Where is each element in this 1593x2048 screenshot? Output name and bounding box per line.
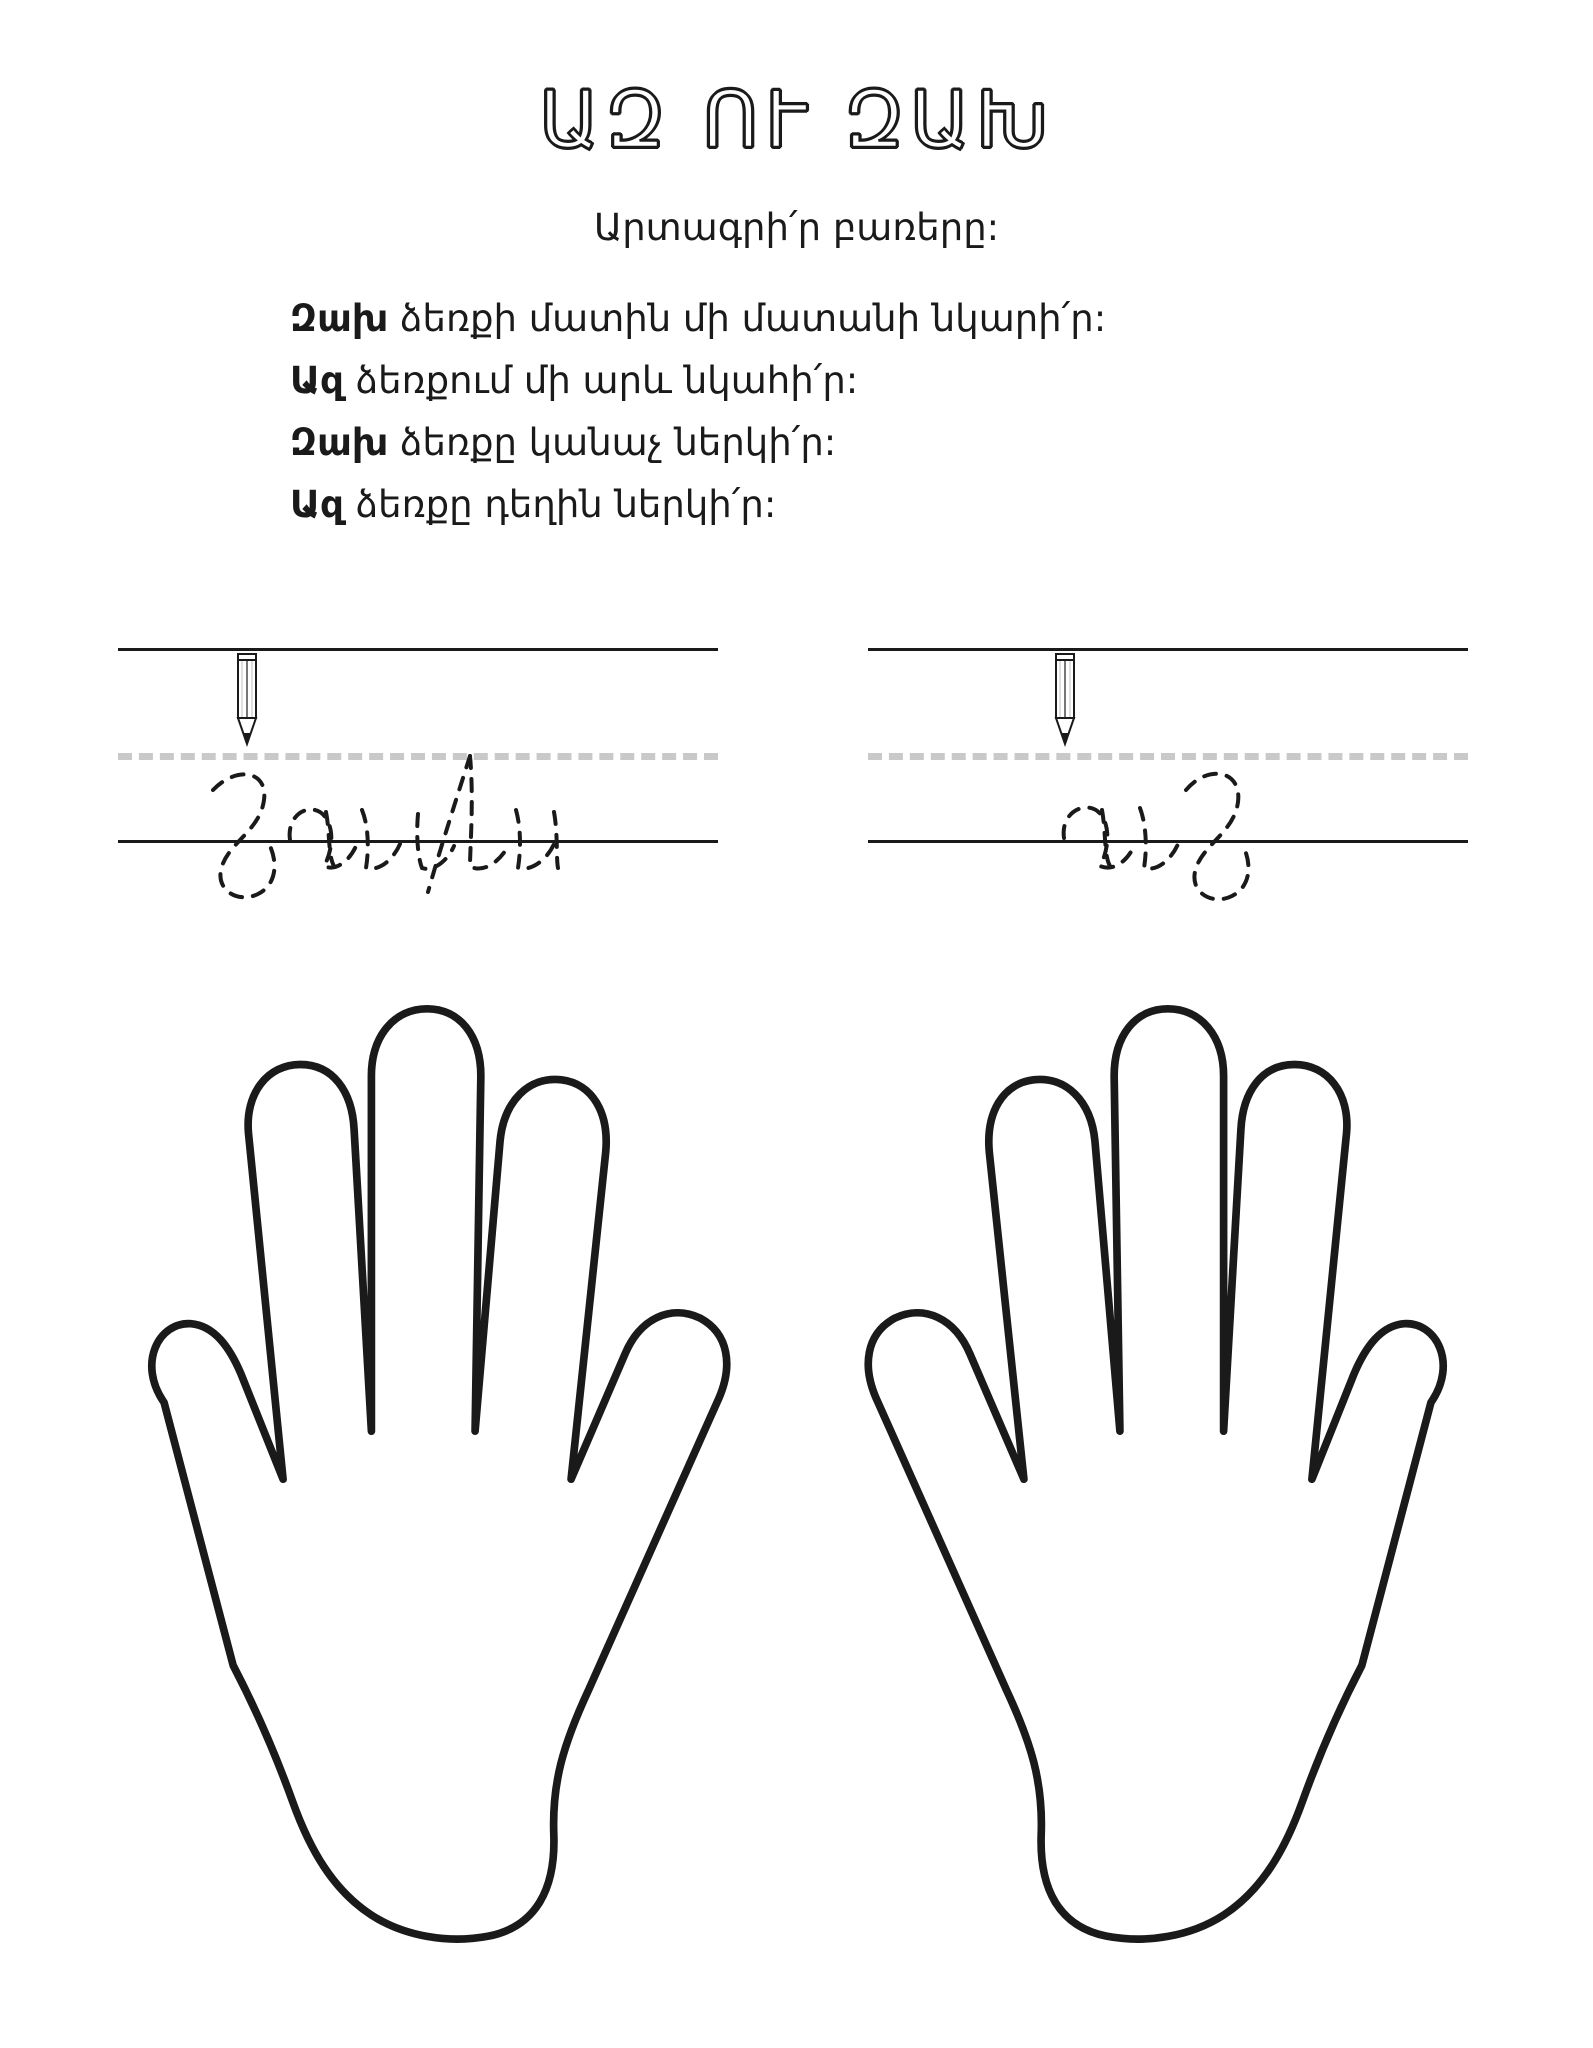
instruction-text: ձեռքում մի արև նկահի՛ր: <box>343 359 859 402</box>
subtitle: Արտագրի՛ր բառերը: <box>593 206 1000 249</box>
left-hand-outline <box>95 1000 795 2010</box>
instruction-keyword: Ազ <box>290 359 344 402</box>
instruction-text: ձեռքի մատին մի մատանի նկարի՛ր: <box>388 297 1107 340</box>
trace-word-left <box>118 660 718 920</box>
pencil-icon <box>230 652 264 752</box>
guideline-top <box>118 648 718 651</box>
hand-outlines <box>0 1000 1593 2010</box>
trace-word-right <box>868 660 1468 920</box>
guideline-top <box>868 648 1468 651</box>
tracing-box-right[interactable] <box>868 620 1468 950</box>
guideline-bottom <box>868 840 1468 843</box>
page-title: ԱԶ ՈՒ ԶԱԽ <box>539 76 1054 166</box>
instruction-list <box>290 288 1390 536</box>
instruction-item <box>290 474 1390 536</box>
tracing-box-left[interactable] <box>118 620 718 950</box>
instruction-item <box>290 350 1390 412</box>
instruction-text: ձեռքը կանաչ ներկի՛ր: <box>388 421 837 464</box>
instruction-item <box>290 412 1390 474</box>
guideline-middle-dashed <box>118 753 718 760</box>
tracing-zone <box>0 620 1593 950</box>
instruction-item <box>290 288 1390 350</box>
instruction-keyword: Զախ <box>290 421 389 464</box>
pencil-icon <box>1048 652 1082 752</box>
guideline-middle-dashed <box>868 753 1468 760</box>
instruction-text: ձեռքը դեղին ներկի՛ր: <box>343 483 777 526</box>
instruction-keyword: Զախ <box>290 297 389 340</box>
right-hand-outline <box>800 1000 1500 2010</box>
guideline-bottom <box>118 840 718 843</box>
instruction-keyword: Ազ <box>290 483 344 526</box>
